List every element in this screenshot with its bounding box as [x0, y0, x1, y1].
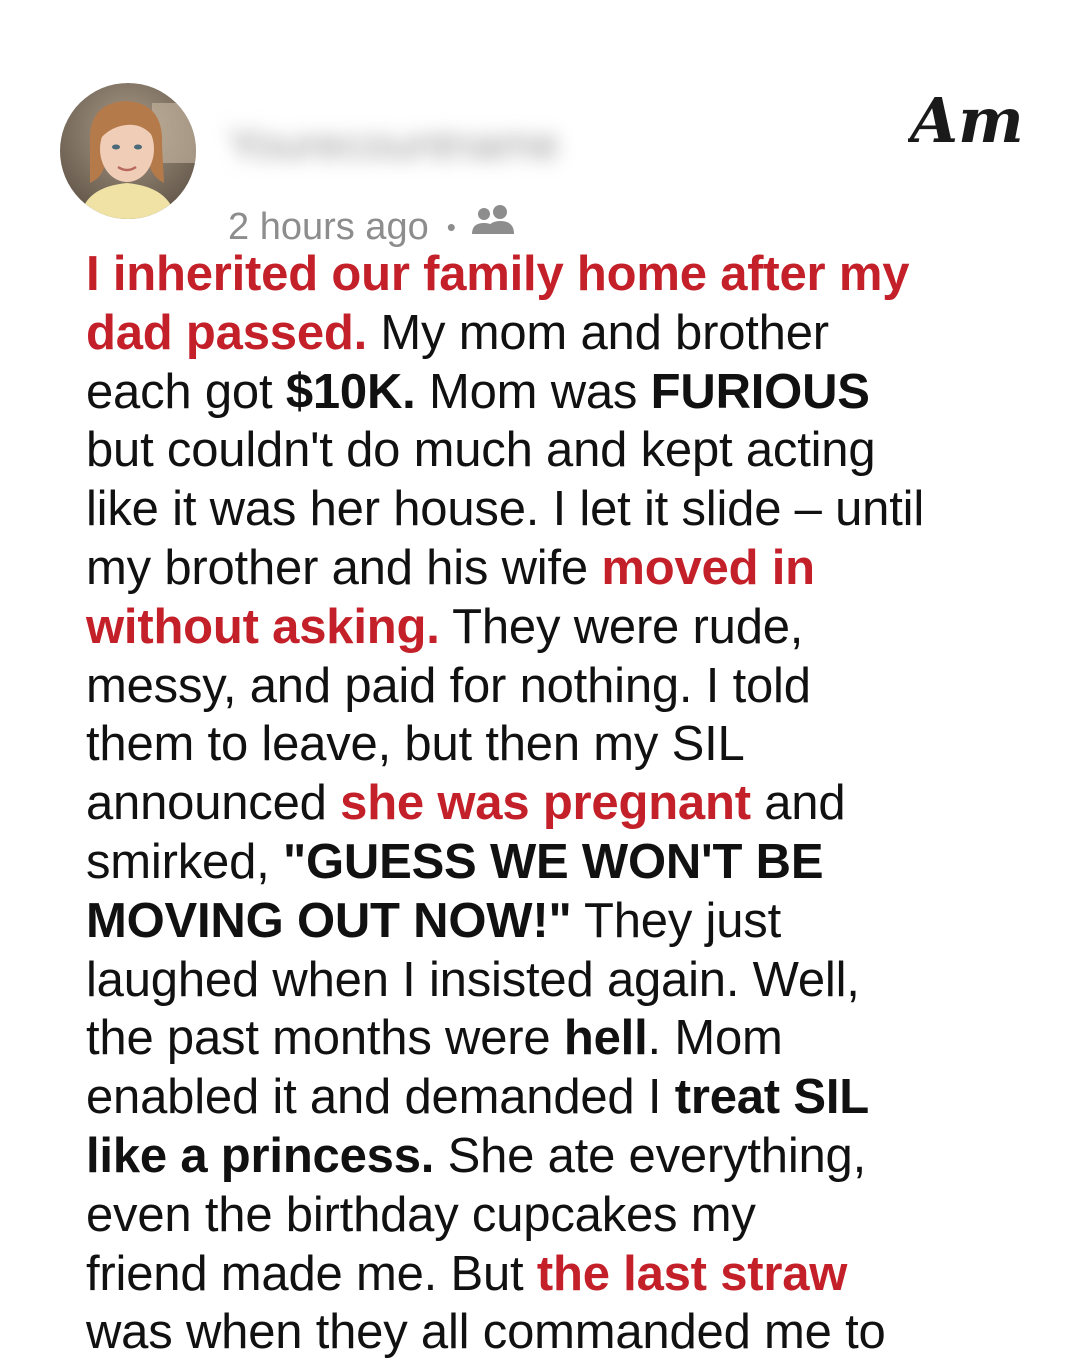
- post-text-line: [86, 304, 1066, 363]
- body-text: announced: [86, 776, 341, 831]
- post-text-line: [86, 951, 1066, 1010]
- body-text: them to leave, but then my SIL: [86, 717, 745, 772]
- post-text-line: [86, 657, 1066, 716]
- highlight-text: moved in: [601, 540, 815, 595]
- post-text-line: [86, 421, 1066, 480]
- body-text: the past months were: [86, 1011, 564, 1066]
- body-text: each got: [86, 364, 286, 419]
- bold-text: "GUESS WE WON'T BE: [282, 834, 824, 889]
- body-text: was when they all commanded me to: [86, 1305, 886, 1360]
- body-text: My mom and brother: [367, 305, 829, 360]
- post-text-line: [86, 480, 1066, 539]
- bold-text: FURIOUS: [650, 364, 870, 419]
- post-text-line: [86, 1303, 1066, 1362]
- logo-text: Am: [910, 84, 1024, 156]
- timestamp: 2 hours ago: [228, 205, 429, 248]
- bold-text: $10K.: [285, 364, 416, 419]
- post-text-line: [86, 245, 1066, 304]
- body-text: even the birthday cupcakes my: [86, 1187, 756, 1242]
- body-text: messy, and paid for nothing. I told: [86, 658, 811, 713]
- body-text: Mom was: [415, 364, 651, 419]
- post-text-line: [86, 892, 1066, 951]
- author-name[interactable]: Yourecountname: [228, 122, 560, 168]
- highlight-text: without asking.: [86, 599, 440, 654]
- body-text: laughed when I insisted again. Well,: [86, 952, 860, 1007]
- post-text-line: [86, 1245, 1066, 1304]
- body-text: like it was her house. I let it slide – until: [86, 482, 925, 537]
- post-text-line: [86, 598, 1066, 657]
- body-text: She ate everything,: [434, 1128, 867, 1183]
- body-text: my brother and his wife: [86, 540, 602, 595]
- post-text-line: [86, 715, 1066, 774]
- post-body: [86, 245, 1066, 1362]
- brand-logo: [908, 84, 1038, 156]
- post-text-line: [86, 1068, 1066, 1127]
- post-text-line: [86, 1127, 1066, 1186]
- post-meta: [228, 204, 516, 250]
- body-text: smirked,: [86, 834, 283, 889]
- body-text: enabled it and demanded I: [86, 1070, 675, 1125]
- bold-text: hell: [563, 1011, 648, 1066]
- user-avatar-icon[interactable]: [60, 83, 196, 219]
- highlight-text: I inherited our family home after my: [86, 247, 910, 301]
- body-text: but couldn't do much and kept acting: [86, 423, 876, 478]
- highlight-text: she was pregnant: [340, 776, 751, 831]
- meta-separator: •: [446, 211, 456, 242]
- body-text: and: [750, 776, 846, 831]
- bold-text: like a princess.: [86, 1128, 435, 1183]
- body-text: They just: [571, 893, 782, 948]
- body-text: . Mom: [647, 1011, 783, 1066]
- post-text-line: [86, 539, 1066, 598]
- body-text: friend made me. But: [86, 1246, 537, 1301]
- post-text-line: [86, 833, 1066, 892]
- body-text: They were rude,: [439, 599, 804, 654]
- friends-icon: [470, 204, 516, 250]
- highlight-text: dad passed.: [86, 305, 368, 360]
- post-text-line: [86, 1186, 1066, 1245]
- bold-text: MOVING OUT NOW!": [86, 893, 572, 948]
- bold-text: treat SIL: [674, 1070, 869, 1125]
- post-text-line: [86, 1009, 1066, 1068]
- post-text-line: [86, 774, 1066, 833]
- highlight-text: the last straw: [536, 1246, 848, 1301]
- post-text-line: [86, 363, 1066, 422]
